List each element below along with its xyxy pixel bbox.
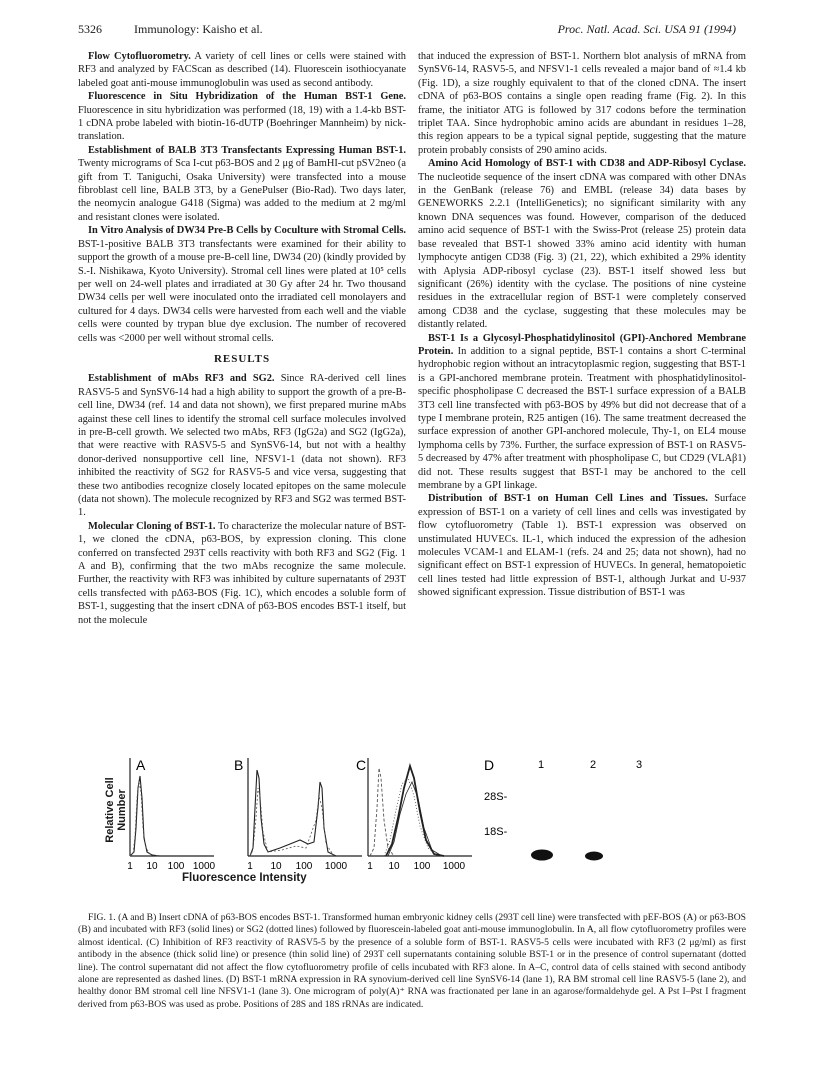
section-heading: BST-1 Is a Glycosyl-Phosphatidylinositol (GPI)-Anchored Membrane Protein. (418, 332, 746, 357)
right-column (418, 50, 746, 600)
tick-label: 100 (295, 861, 313, 872)
section-heading: Fluorescence in Situ Hybridization of the Human BST-1 Gene. (88, 91, 406, 103)
figure-caption: FIG. 1. (A and B) Insert cDNA of p63-BOS encodes BST-1. Transformed human embryonic kidney cells (293T cell line) were transfected with pEF-BOS (A) or p63-BOS (B) and incubated with RF3 (solid lines) or SG2 (dotted lines) followed by fluorescein-labeled goat anti-mouse immunoglobulin. In A, all flow cytofluorometry profiles were almost identical. (C) Inhibition of RF3 reactivity of RASV5-5 by the presence of a soluble form of BST-1. RASV5-5 cells were incubated with RF3 (2 μg/ml) as first antibody in the absence (thick solid line) or presence (thin solid line) of 293T cell supernatants containing soluble BST-1 or in the presence of control supernatant (dotted line). The control supernatant did not affect the flow cytofluorometry profile of cells incubated with RF3 alone. In A–C, control data of cells stained with second antibody alone are represented as dashed lines. (D) BST-1 mRNA expression in RA synovium-derived cell line SynSV6-14 (lane 1), RA BM stromal cell line RASV5-5 (lane 2), and healthy donor BM stromal cell line NFSV1-1 (lane 3). One microgram of poly(A)⁺ RNA was fractionated per lane in an agarose/formaldehyde gel. A Pst I–Pst I fragment derived from p63-BOS was used as probe. Positions of 28S and 18S rRNAs are indicated. (78, 912, 746, 1010)
histogram-curve (386, 766, 444, 856)
y-axis-label: Relative Cell Number (104, 777, 128, 843)
tick-label: 1 (247, 861, 253, 872)
tick-label: 1000 (324, 861, 348, 872)
panel-label-c: C (356, 757, 367, 773)
panel-c (356, 757, 472, 872)
blot-band (531, 850, 553, 861)
marker-18s: 18S- (484, 826, 508, 838)
paragraph: Fluorescence in Situ Hybridization of the Human BST-1 Gene. Fluorescence in situ hybridization was performed (18, 19) with a 1.4-kb BST-1 cDNA probe labeled with biotin-16-dUTP (Boehringer Mannheim) by nick-translation. (78, 91, 406, 143)
left-column (78, 50, 406, 627)
journal-citation: Proc. Natl. Acad. Sci. USA 91 (1994) (557, 22, 736, 36)
paragraph: Establishment of mAbs RF3 and SG2. Since RA-derived cell lines RASV5-5 and SynSV6-14 had a high ability to support the growth of a pre-B-cell line, DW34 (ref. 14 and data not shown), we first prepared murine mAbs against these cell lines to identify the stromal cell surface molecules involved in pre-B-cell growth. We selected two mAbs, RF3 (IgG2a) and SG2 (IgG2a), that were reactive with RASV5-5 and SynSV6-14, but not with a healthy donor-derived nonsupportive cell line, NFSV1-1 (data not shown). RF3 inhibited the reactivity of SG2 for RASV5-5 and vice versa, suggesting that these two antibodies recognize closely located epitopes on the same molecule (data not shown). The molecule recognized by RF3 and SG2 was termed BST-1. (78, 373, 406, 519)
page-number: 5326 (78, 22, 102, 36)
lane-label: 2 (590, 759, 597, 771)
tick-label: 100 (413, 861, 431, 872)
paragraph: Establishment of BALB 3T3 Transfectants Expressing Human BST-1. Twenty micrograms of Sca I-cut p63-BOS and 2 μg of BamHI-cut pSV2neo (a gift from T. Taniguchi, Osaka University) were transfected into a mouse fibroblast cell line, BALB 3T3, by a GenePulser (Bio-Rad). Two days later, the neomycin analogue G418 (Sigma) was added to the medium at 2 mg/ml and resistant clones were isolated. (78, 144, 406, 223)
tick-label: 10 (146, 861, 158, 872)
paragraph: BST-1 Is a Glycosyl-Phosphatidylinositol (GPI)-Anchored Membrane Protein. In addition to a signal peptide, BST-1 contains a short C-terminal hydrophobic region without an intracytoplasmic region, suggesting that BST-1 is a GPI-anchored membrane protein. Treatment with phosphatidylinositol-specific phospholipase C decreased the BST-1 surface expression of a BALB 3T3 cell line transfected with p63-BOS by 49% but did not decrease that of a type I membrane protein, R25 antigen (16). The same treatment decreased the surface expression of another GPI-anchored molecule, Thy-1, on EL4 mouse lymphoma cells by 73%. Further, the surface expression of BST-1 on RASV5-5 decreased by 47% after treatment with phospholipase C, but CD29 (VLAβ1) did not. These results suggest that BST-1 may be anchored to the cell membrane by a GPI linkage. (418, 332, 746, 491)
panel-label-a: A (136, 757, 146, 773)
blot-band (585, 852, 603, 861)
histogram-curve (130, 782, 158, 856)
section-heading: Establishment of BALB 3T3 Transfectants Expressing Human BST-1. (88, 144, 406, 156)
section-heading: Establishment of mAbs RF3 and SG2. (88, 373, 275, 385)
tick-label: 1 (367, 861, 373, 872)
marker-28s: 28S- (484, 791, 508, 803)
paragraph: that induced the expression of BST-1. Northern blot analysis of mRNA from SynSV6-14, RASV5-5, and NFSV1-1 cells revealed a major band of ≈1.4 kb (Fig. 1D), a size roughly equivalent to that of the cloned cDNA. The insert cDNA of p63-BOS contains a single open reading frame (Fig. 2). In this frame, the initiator ATG is followed by 317 codons before the termination triplet TAA. Since hydrophobic amino acids are abundant in residues 1–28, this region appears to be a typical signal peptide, suggesting that the mature protein probably consists of 290 amino acids. (418, 51, 746, 156)
panel-d-northern-blot (484, 757, 642, 861)
lane-label: 1 (538, 759, 545, 771)
histogram-curve (370, 768, 394, 856)
section-heading: Flow Cytofluorometry. (88, 51, 191, 62)
running-authors: Immunology: Kaisho et al. (134, 22, 263, 36)
histogram-curve (250, 770, 336, 856)
histogram-curve (250, 788, 334, 856)
panel-a (127, 757, 215, 872)
histogram-curve (388, 782, 442, 856)
figure-1 (100, 748, 760, 898)
paragraph: In Vitro Analysis of DW34 Pre-B Cells by Coculture with Stromal Cells. BST-1-positive BALB 3T3 transfectants were examined for their ability to support the growth of a mouse pre-B-cell line, DW34 (20) (kindly provided by S.-I. Nishikawa, Kyoto University). Stromal cell lines were plated at 10⁵ cells per well on 24-well plates and irradiated at 30 Gy after 24 hr. Two thousand DW34 cells per well were inoculated onto the irradiated cell monolayers and cultured for 4 days. DW34 cells were harvested from each well and the viable cells were counted by trypan blue dye exclusion. The number of recovered cells was <2000 per well without stromal cells. (78, 225, 406, 344)
paragraph: Distribution of BST-1 on Human Cell Lines and Tissues. Surface expression of BST-1 on a variety of cell lines and cells was investigated by flow cytofluorometry (Table 1). BST-1 expression was observed on unstimulated HUVECs. IL-1, which induced the expression of the adhesion molecules VCAM-1 and ELAM-1 (refs. 24 and 25; data not shown), had no significant effect on BST-1 expression of HUVECs. In general, hematopoietic cell lines tested had little expression of BST-1, although Jurkat and U-937 showed significant expression. Tissue distribution of BST-1 was (418, 493, 747, 599)
tick-label: 1 (127, 861, 133, 872)
paragraph: Molecular Cloning of BST-1. To characterize the molecular nature of BST-1, we cloned the cDNA, p63-BOS, by expression cloning. This clone conferred on transfected 293T cells reactivity with both RF3 and SG2 (Fig. 1 A and B), confirming that the two mAbs recognize the same molecule. Further, the reactivity with RF3 was inhibited by culture supernatants of 293T cells transfected with pΔ63-BOS (Fig. 1C), which encodes a soluble form of BST-1, suggesting that the insert cDNA of p63-BOS encodes BST-1 itself, but not the molecule (78, 520, 406, 626)
panel-label-d: D (484, 757, 495, 773)
results-title: RESULTS (213, 352, 271, 365)
tick-label: 100 (167, 861, 185, 872)
x-axis-label: Fluorescence Intensity (182, 872, 307, 884)
panel-b (234, 757, 362, 872)
section-heading: Molecular Cloning of BST-1. (88, 520, 216, 532)
tick-label: 1000 (192, 861, 216, 872)
paragraph: Flow Cytofluorometry. A variety of cell lines or cells were stained with RF3 and analyzed by FACScan as described (14). Fluorescein isothiocyanate labeled goat anti-mouse immunoglobulin was used as second antibody. (78, 51, 406, 89)
tick-label: 10 (388, 861, 400, 872)
panel-label-b: B (234, 757, 244, 773)
lane-label: 3 (636, 759, 643, 771)
tick-label: 1000 (442, 861, 466, 872)
section-heading: Amino Acid Homology of BST-1 with CD38 and ADP-Ribosyl Cyclase. (428, 158, 746, 170)
section-heading: Distribution of BST-1 on Human Cell Lines and Tissues. (428, 493, 708, 505)
paragraph: Amino Acid Homology of BST-1 with CD38 and ADP-Ribosyl Cyclase. The nucleotide sequence of the insert cDNA was compared with other DNAs in the GenBank (release 76) and EMBL (release 34) data bases by GENEWORKS 2.2.1 (IntelliGenetics); no significant similarity with any known DNA sequences was found. However, comparison of the deduced amino acid sequence of BST-1 with the Swiss-Prot (release 25) protein data base revealed that BST-1 showed 33% amino acid identity with human lymphocyte antigen CD38 (Fig. 3) (21, 22), which exhibited a 29% identity with Aplysia ADP-ribosyl cyclase (23). BST-1 itself showed less but significant (26%) identity with the cyclase. The positions of nine cysteine residues in the extracellular region of BST-1 were completely conserved among CD38 and the cyclase, suggesting that these molecules may be distantly related. (418, 158, 746, 331)
tick-label: 10 (270, 861, 282, 872)
section-heading: In Vitro Analysis of DW34 Pre-B Cells by Coculture with Stromal Cells. (88, 225, 406, 237)
